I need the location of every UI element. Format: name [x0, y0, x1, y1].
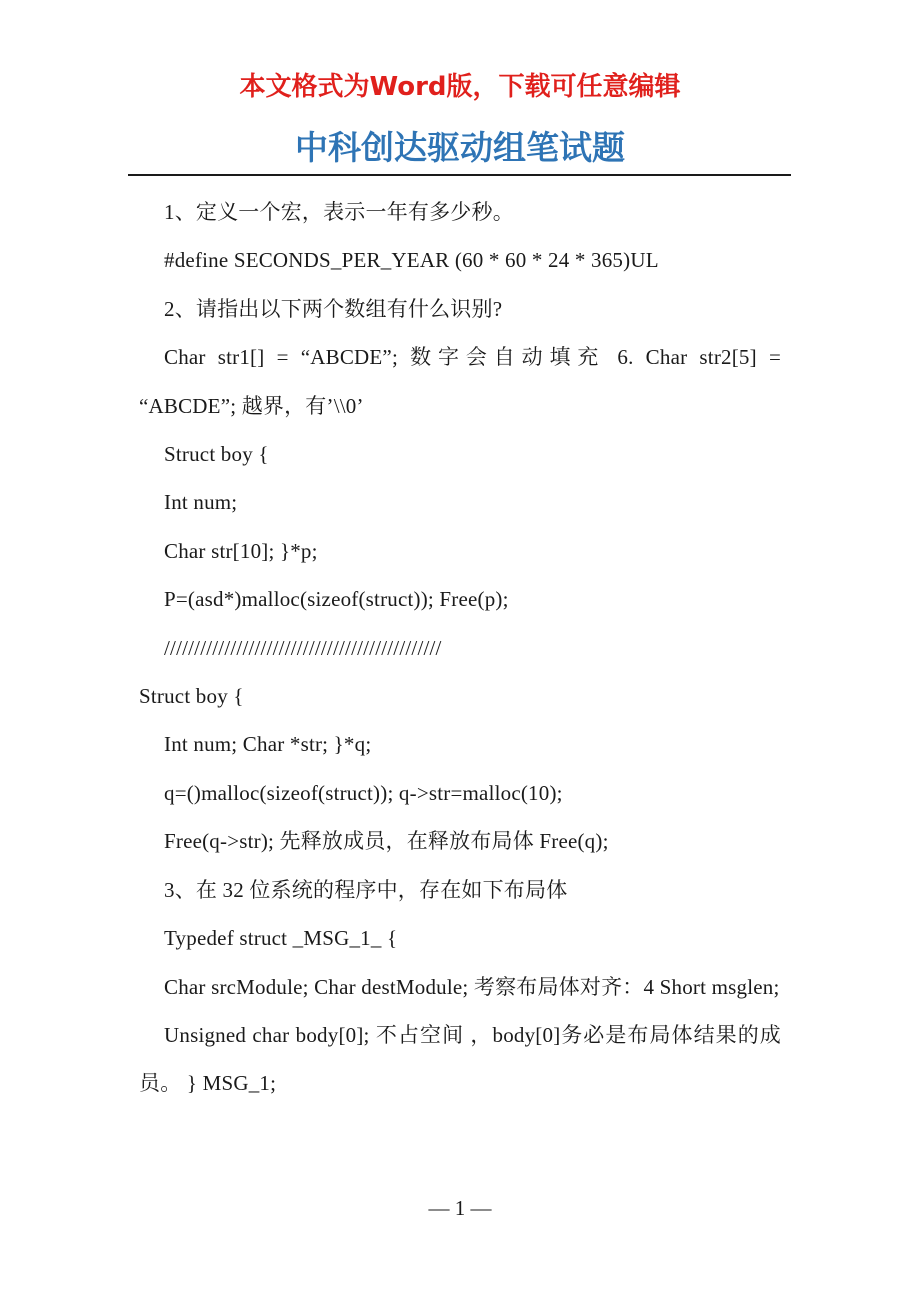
title-divider [128, 174, 791, 176]
document-body [139, 188, 781, 1108]
paragraph: 3、在 32 位系统的程序中，存在如下布局体 [164, 877, 568, 902]
paragraph: Char str1[] = “ABCDE”; 数字会自动填充 6. Char str2[5] = “ABCDE”; 越界，有’\\0’ [139, 345, 781, 418]
separator-line: ////////////////////////////////////////////// [164, 635, 442, 660]
paragraph: Char srcModule; Char destModule; 考察布局体对齐：4 Short msglen; [164, 974, 780, 999]
code-line: q=()malloc(sizeof(struct)); q->str=malloc(10); [164, 780, 563, 805]
code-line: Struct boy { [139, 684, 244, 709]
paragraph: 2、请指出以下两个数组有什么识别? [164, 296, 503, 321]
download-banner: 本文格式为Word版，下载可任意编辑 [239, 72, 681, 102]
code-line: Struct boy { [164, 442, 269, 467]
code-line: Char str[10]; }*p; [164, 538, 318, 563]
code-line: Int num; [164, 490, 238, 515]
code-line: Typedef struct _MSG_1_ { [164, 926, 398, 951]
code-line: Free(q->str); 先释放成员，在释放布局体 Free(q); [164, 829, 609, 854]
code-line: #define SECONDS_PER_YEAR (60 * 60 * 24 * 365)UL [164, 248, 659, 273]
page-number: — 1 — [428, 1196, 492, 1220]
document-title: 中科创达驱动组笔试题 [295, 128, 625, 167]
paragraph: 1、定义一个宏，表示一年有多少秒。 [164, 200, 514, 224]
code-line: P=(asd*)malloc(sizeof(struct)); Free(p); [164, 587, 509, 612]
code-line: Int num; Char *str; }*q; [164, 732, 372, 757]
paragraph: Unsigned char body[0]; 不占空间 ，body[0]务必是布局体结果的成员。 } MSG_1; [139, 1022, 781, 1096]
